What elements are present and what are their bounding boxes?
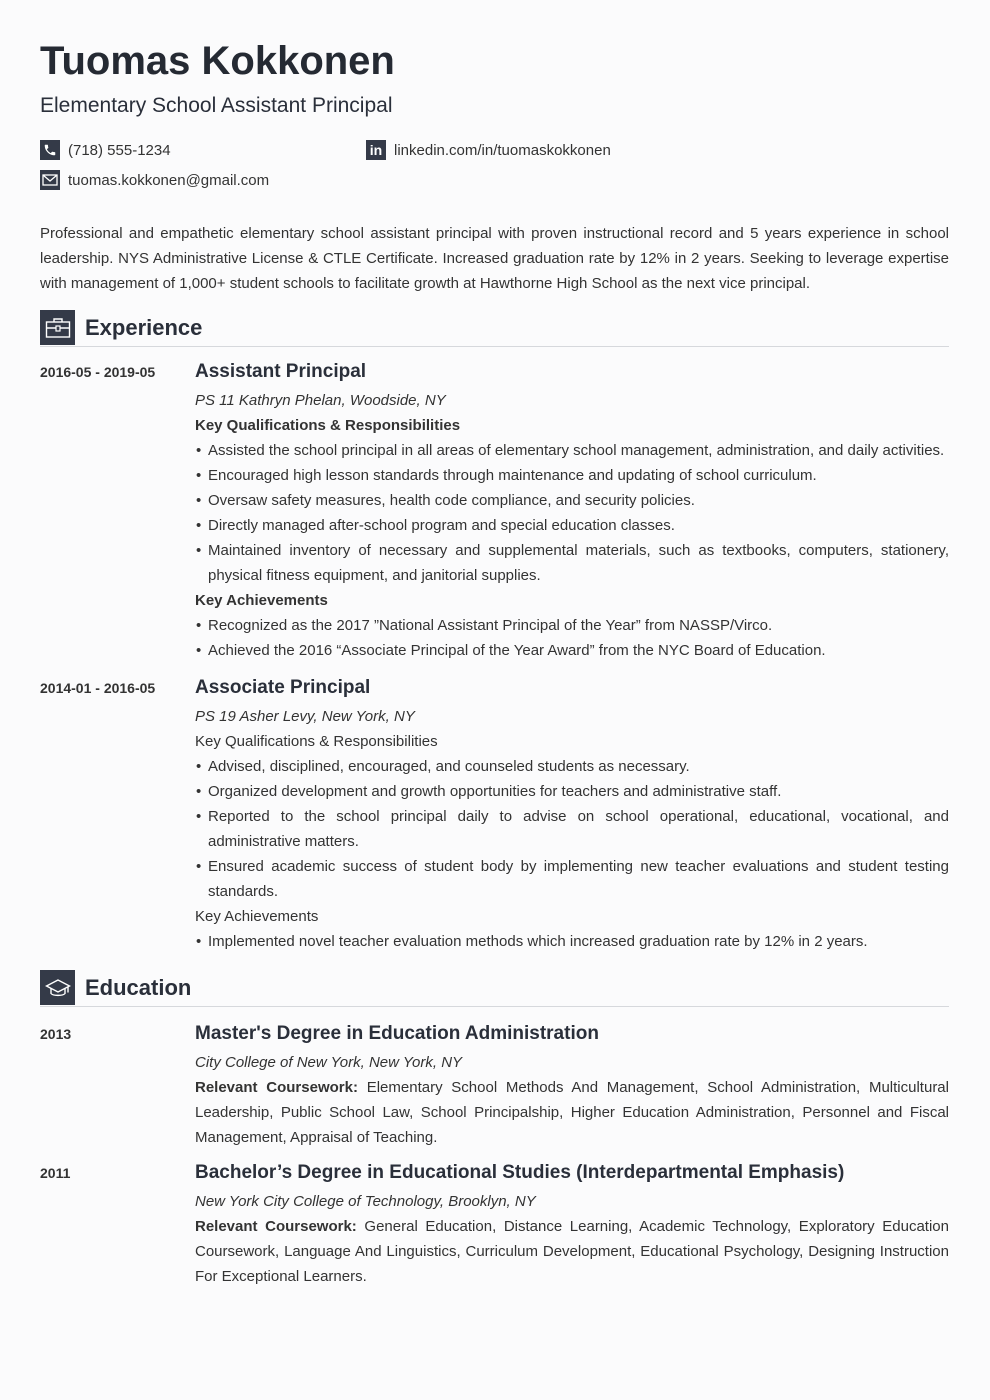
job-title: Associate Principal: [195, 677, 371, 698]
education-heading: Education: [85, 974, 192, 1000]
job-organization: PS 19 Asher Levy, New York, NY: [195, 708, 415, 725]
bullet-item: • Organized development and growth opportunities for teachers and administrative staff.: [195, 779, 949, 804]
achievements-label: Key Achievements: [195, 908, 319, 925]
phone-icon: [40, 140, 60, 160]
linkedin-icon: in: [366, 140, 386, 160]
bullet-item: • Directly managed after-school program and special education classes.: [195, 513, 949, 538]
responsibilities-list: [195, 438, 949, 588]
coursework-text: General Education, Distance Learning, Academic Technology, Exploratory Education Coursework, Language And Linguistics, Curriculum Development, Educational Psychology, Designing Instruction For Exceptional Learners.: [195, 1218, 949, 1285]
education-section-header: [40, 970, 949, 1007]
responsibilities-label: Key Qualifications & Responsibilities: [195, 417, 461, 434]
job-organization: PS 11 Kathryn Phelan, Woodside, NY: [195, 392, 446, 409]
coursework-label: Relevant Coursework:: [195, 1079, 358, 1096]
responsibilities-label: Key Qualifications & Responsibilities: [195, 733, 438, 750]
school-name: City College of New York, New York, NY: [195, 1054, 463, 1071]
degree-title: Master's Degree in Education Administration: [195, 1023, 599, 1044]
linkedin-link[interactable]: linkedin.com/in/tuomaskokkonen: [394, 141, 611, 159]
responsibilities-list: [195, 754, 949, 904]
email-link[interactable]: tuomas.kokkonen@gmail.com: [68, 171, 270, 189]
job-title: Assistant Principal: [195, 361, 367, 382]
school-name: New York City College of Technology, Brooklyn, NY: [195, 1193, 536, 1210]
summary: Professional and empathetic elementary school assistant principal with proven instructional record and 5 years experience in school leadership. NYS Administrative License & CTLE Certificate. Increased graduation rate by 12% in 2 years. Seeking to leverage expertise with management of 1,000+ student schools to facilitate growth at Hawthorne High School as the next vice principal.: [40, 225, 949, 292]
job-dates: 2014-01 - 2016-05: [40, 680, 156, 696]
candidate-title: Elementary School Assistant Principal: [40, 94, 393, 117]
bullet-item: • Ensured academic success of student body by implementing new teacher evaluations and student testing standards.: [195, 854, 949, 904]
job-dates: 2016-05 - 2019-05: [40, 364, 156, 380]
bullet-item: • Recognized as the 2017 ”National Assistant Principal of the Year” from NASSP/Virco.: [195, 613, 949, 638]
mail-icon: [40, 170, 60, 190]
bullet-item: • Encouraged high lesson standards through maintenance and updating of school curriculum.: [195, 463, 949, 488]
bullet-item: • Assisted the school principal in all areas of elementary school management, administration, and daily activities.: [195, 438, 949, 463]
briefcase-icon: [40, 310, 75, 345]
coursework: [195, 1214, 949, 1289]
education-year: 2011: [40, 1165, 71, 1181]
job-entry: [40, 675, 949, 954]
bullet-item: • Oversaw safety measures, health code compliance, and security policies.: [195, 488, 949, 513]
coursework: [195, 1075, 949, 1150]
achievements-list: [195, 613, 949, 663]
bullet-item: • Maintained inventory of necessary and supplemental materials, such as textbooks, computers, stationery, physical fitness equipment, and janitorial supplies.: [195, 538, 949, 588]
contact-email: [40, 169, 366, 191]
bullet-item: • Reported to the school principal daily to advise on school operational, educational, vocational, and administrative matters.: [195, 804, 949, 854]
experience-section-header: [40, 310, 949, 347]
job-entry: [40, 359, 949, 663]
achievements-list: [195, 929, 949, 954]
education-entry: [40, 1160, 949, 1289]
candidate-name: Tuomas Kokkonen: [40, 39, 395, 83]
education-year: 2013: [40, 1026, 72, 1042]
graduation-cap-icon: [40, 970, 75, 1005]
education-entry: [40, 1021, 949, 1150]
phone-number: (718) 555-1234: [68, 141, 171, 159]
contact-info: [40, 139, 949, 191]
contact-linkedin: [366, 139, 949, 161]
coursework-label: Relevant Coursework:: [195, 1218, 357, 1235]
achievements-label: Key Achievements: [195, 592, 328, 609]
bullet-item: • Implemented novel teacher evaluation methods which increased graduation rate by 12% in 2 years.: [195, 929, 949, 954]
experience-heading: Experience: [85, 314, 203, 340]
degree-title: Bachelor’s Degree in Educational Studies (Interdepartmental Emphasis): [195, 1162, 845, 1183]
bullet-item: • Advised, disciplined, encouraged, and counseled students as necessary.: [195, 754, 949, 779]
contact-phone: [40, 139, 366, 161]
bullet-item: • Achieved the 2016 “Associate Principal of the Year Award” from the NYC Board of Education.: [195, 638, 949, 663]
coursework-text: Elementary School Methods And Management, School Administration, Multicultural Leadership, Public School Law, School Principalship, Higher Education Administration, Personnel and Fiscal Management, Appraisal of Teaching.: [195, 1079, 949, 1146]
